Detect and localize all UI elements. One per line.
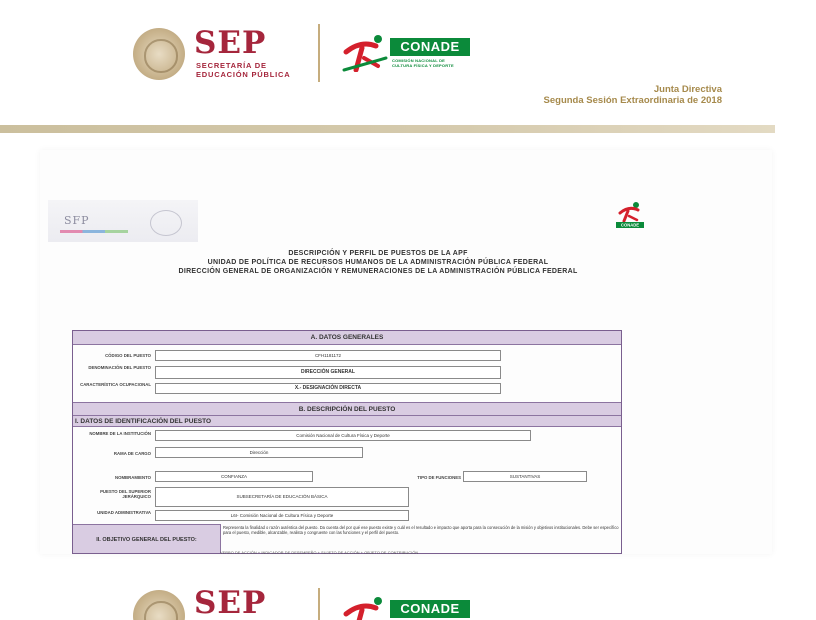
- page-header: [0, 0, 816, 130]
- objetivo-text: Representa la finalidad o razón auténtica del puesto. Da cuenta del por qué ese puesto existe y cuál es el resultado e impacto que aporta para la consecución de la misión y objetivos institucionales. Debe ser específico para el puesto, medible, alcanzable, realista y congruente con las funciones y el perfil del puesto.: [223, 525, 619, 536]
- identification-subheader: I. DATOS DE IDENTIFICACIÓN DEL PUESTO: [73, 416, 621, 427]
- nombramiento-field: CONFIANZA: [155, 471, 313, 482]
- mexico-seal-icon: [133, 28, 185, 80]
- unidad-field: L6I- Comisión Nacional de Cultura Física y Deporte: [155, 510, 409, 521]
- section-b-header: B. DESCRIPCIÓN DEL PUESTO: [73, 402, 621, 416]
- header-gold-band: [0, 125, 775, 133]
- rama-field: Dirección: [155, 447, 363, 458]
- sep-subtitle-line1: SECRETARÍA DE: [196, 61, 267, 70]
- junta-title: Junta Directiva: [653, 84, 722, 95]
- codigo-field: CFH1181172: [155, 350, 501, 361]
- conade-subtitle-line1: COMISIÓN NACIONAL DE: [392, 58, 446, 63]
- conade-subtitle-line2: CULTURA FÍSICA Y DEPORTE: [392, 63, 454, 68]
- objetivo-formula: VERBO DE ACCIÓN + INDICADOR DE DESEMPEÑO + SUJETO DE ACCIÓN + OBJETO DE CONTRIBUCIÓN: [220, 551, 419, 555]
- superior-label: PUESTO DEL SUPERIOR JERÁRQUICO: [100, 489, 151, 500]
- denominacion-label: DENOMINACIÓN DEL PUESTO: [88, 365, 151, 370]
- sfp-color-bars: [60, 230, 128, 233]
- conade-runner-icon: [342, 34, 388, 72]
- footer-seal-icon: [133, 590, 185, 620]
- codigo-label: CÓDIGO DEL PUESTO: [105, 353, 151, 358]
- rama-label: RAMA DE CARGO: [113, 451, 151, 456]
- job-profile-form: [72, 330, 622, 554]
- sep-logo-subtitle: [196, 61, 290, 79]
- session-info: [544, 84, 722, 106]
- footer-sep-title: SEP: [194, 585, 267, 620]
- doc-title-line3: DIRECCIÓN GENERAL DE ORGANIZACIÓN Y REMUNERACIONES DE LA ADMINISTRACIÓN PÚBLICA FEDERAL: [178, 268, 578, 275]
- conade-logo-name: CONADE: [390, 38, 470, 56]
- footer-runner-icon: [342, 596, 388, 620]
- section-a-header: A. DATOS GENERALES: [73, 331, 621, 345]
- sep-subtitle-line2: EDUCACIÓN PÚBLICA: [196, 70, 291, 79]
- caracteristica-label: CARACTERÍSTICA OCUPACIONAL: [80, 382, 151, 387]
- objetivo-label: II. OBJETIVO GENERAL DEL PUESTO:: [73, 524, 221, 554]
- sfp-logo: SFP: [64, 214, 90, 227]
- doc-title-line2: UNIDAD DE POLÍTICA DE RECURSOS HUMANOS DE LA ADMINISTRACIÓN PÚBLICA FEDERAL: [207, 259, 549, 266]
- superior-field: SUBSECRETARÍA DE EDUCACIÓN BÁSICA: [155, 487, 409, 507]
- tipo-funciones-field: SUSTANTIVAS: [463, 471, 587, 482]
- sep-logo-title: SEP: [194, 25, 267, 61]
- conade-logo-subtitle: [392, 58, 454, 68]
- sfp-seal-icon: [150, 210, 182, 236]
- logo-divider: [318, 24, 320, 82]
- nombramiento-label: NOMBRAMIENTO: [115, 475, 151, 480]
- tipo-funciones-label: TIPO DE FUNCIONES: [417, 475, 461, 480]
- mini-logo-text: CONADE: [620, 222, 640, 228]
- institucion-field: Comisión Nacional de Cultura Física y Deporte: [155, 430, 531, 441]
- session-title: Segunda Sesión Extraordinaria de 2018: [543, 95, 722, 106]
- footer-divider: [318, 588, 320, 620]
- institucion-label: NOMBRE DE LA INSTITUCIÓN: [89, 431, 151, 436]
- page-footer: [0, 584, 816, 620]
- denominacion-field: DIRECCIÓN GENERAL: [155, 366, 501, 379]
- unidad-label: UNIDAD ADMINISTRATIVA: [97, 510, 151, 515]
- conade-mini-logo-icon: [614, 201, 646, 229]
- caracteristica-field: X.- DESIGNACIÓN DIRECTA: [155, 383, 501, 394]
- doc-title-line1: DESCRIPCIÓN Y PERFIL DE PUESTOS DE LA APF: [288, 250, 468, 257]
- footer-conade-name: CONADE: [390, 600, 470, 618]
